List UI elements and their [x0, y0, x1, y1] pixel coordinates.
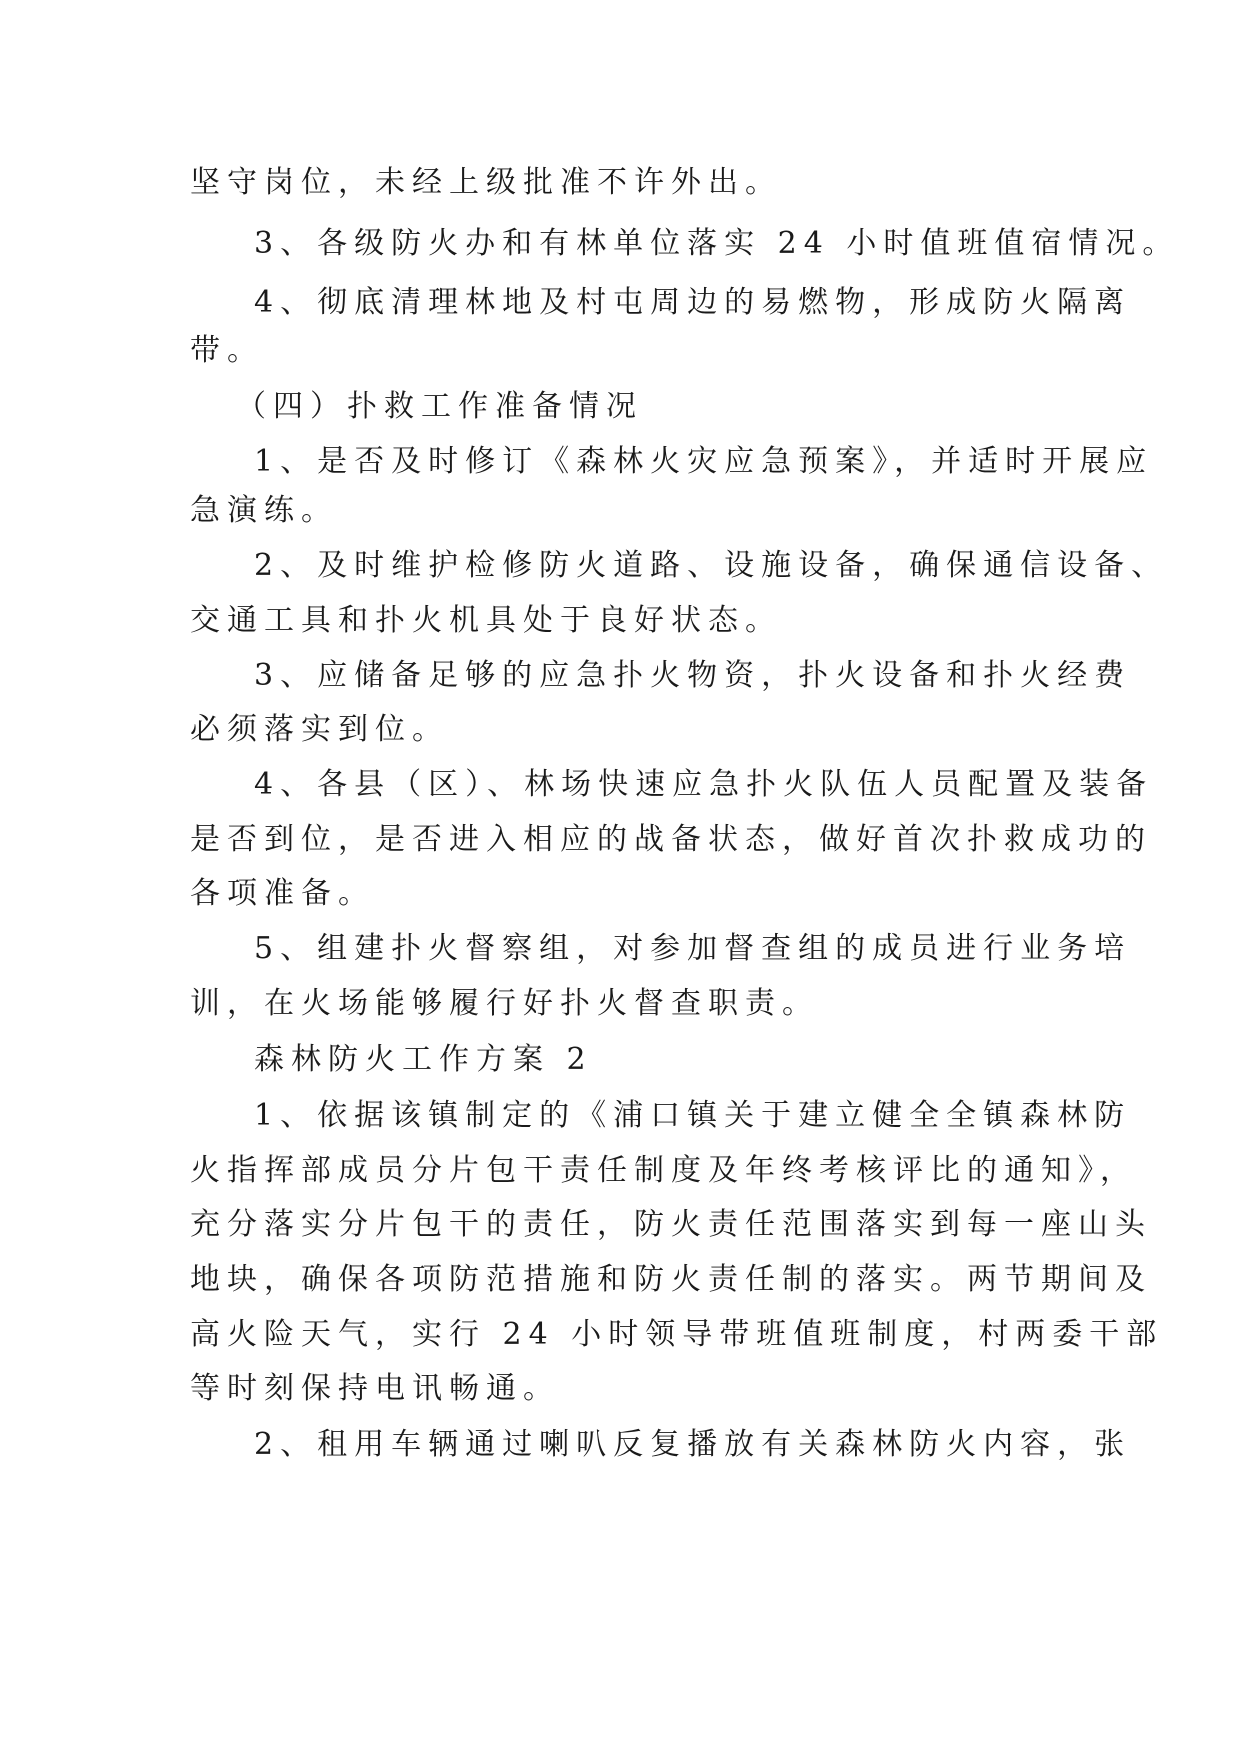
text-line-14: 各项准备。	[190, 876, 375, 911]
text-line-8: 2、及时维护检修防火道路、设施设备，确保通信设备、	[254, 548, 1169, 583]
text-line-18: 1、依据该镇制定的《浦口镇关于建立健全全镇森林防	[254, 1098, 1132, 1133]
text-line-10: 3、应储备足够的应急扑火物资，扑火设备和扑火经费	[254, 658, 1132, 693]
text-line-16: 训，在火场能够履行好扑火督查职责。	[190, 986, 819, 1021]
text-line-19: 火指挥部成员分片包干责任制度及年终考核评比的通知》，	[190, 1153, 1137, 1188]
section-heading: （四）扑救工作准备情况	[236, 389, 643, 424]
text-line-3: 4、彻底清理林地及村屯周边的易燃物，形成防火隔离	[254, 285, 1132, 320]
text-line-1: 坚守岗位，未经上级批准不许外出。	[190, 165, 782, 200]
text-line-2: 3、各级防火办和有林单位落实 24 小时值班值宿情况。	[254, 226, 1180, 261]
text-line-15: 5、组建扑火督察组，对参加督查组的成员进行业务培	[254, 931, 1132, 966]
text-line-24: 2、租用车辆通过喇叭反复播放有关森林防火内容，张	[254, 1427, 1132, 1462]
text-line-4: 带。	[190, 333, 264, 368]
text-line-13: 是否到位，是否进入相应的战备状态，做好首次扑救成功的	[190, 822, 1152, 857]
text-line-6: 1、是否及时修订《森林火灾应急预案》，并适时开展应	[254, 444, 1154, 479]
text-line-22: 高火险天气，实行 24 小时领导带班值班制度，村两委干部	[190, 1317, 1164, 1352]
text-line-20: 充分落实分片包干的责任，防火责任范围落实到每一座山头	[190, 1207, 1152, 1242]
text-line-23: 等时刻保持电讯畅通。	[190, 1371, 560, 1406]
text-line-9: 交通工具和扑火机具处于良好状态。	[190, 603, 782, 638]
text-line-7: 急演练。	[190, 493, 338, 528]
text-line-21: 地块，确保各项防范措施和防火责任制的落实。两节期间及	[190, 1262, 1152, 1297]
text-line-11: 必须落实到位。	[190, 712, 449, 747]
subtitle-plan-2: 森林防火工作方案 2	[254, 1042, 593, 1077]
text-line-12: 4、各县（区）、林场快速应急扑火队伍人员配置及装备	[254, 767, 1154, 802]
